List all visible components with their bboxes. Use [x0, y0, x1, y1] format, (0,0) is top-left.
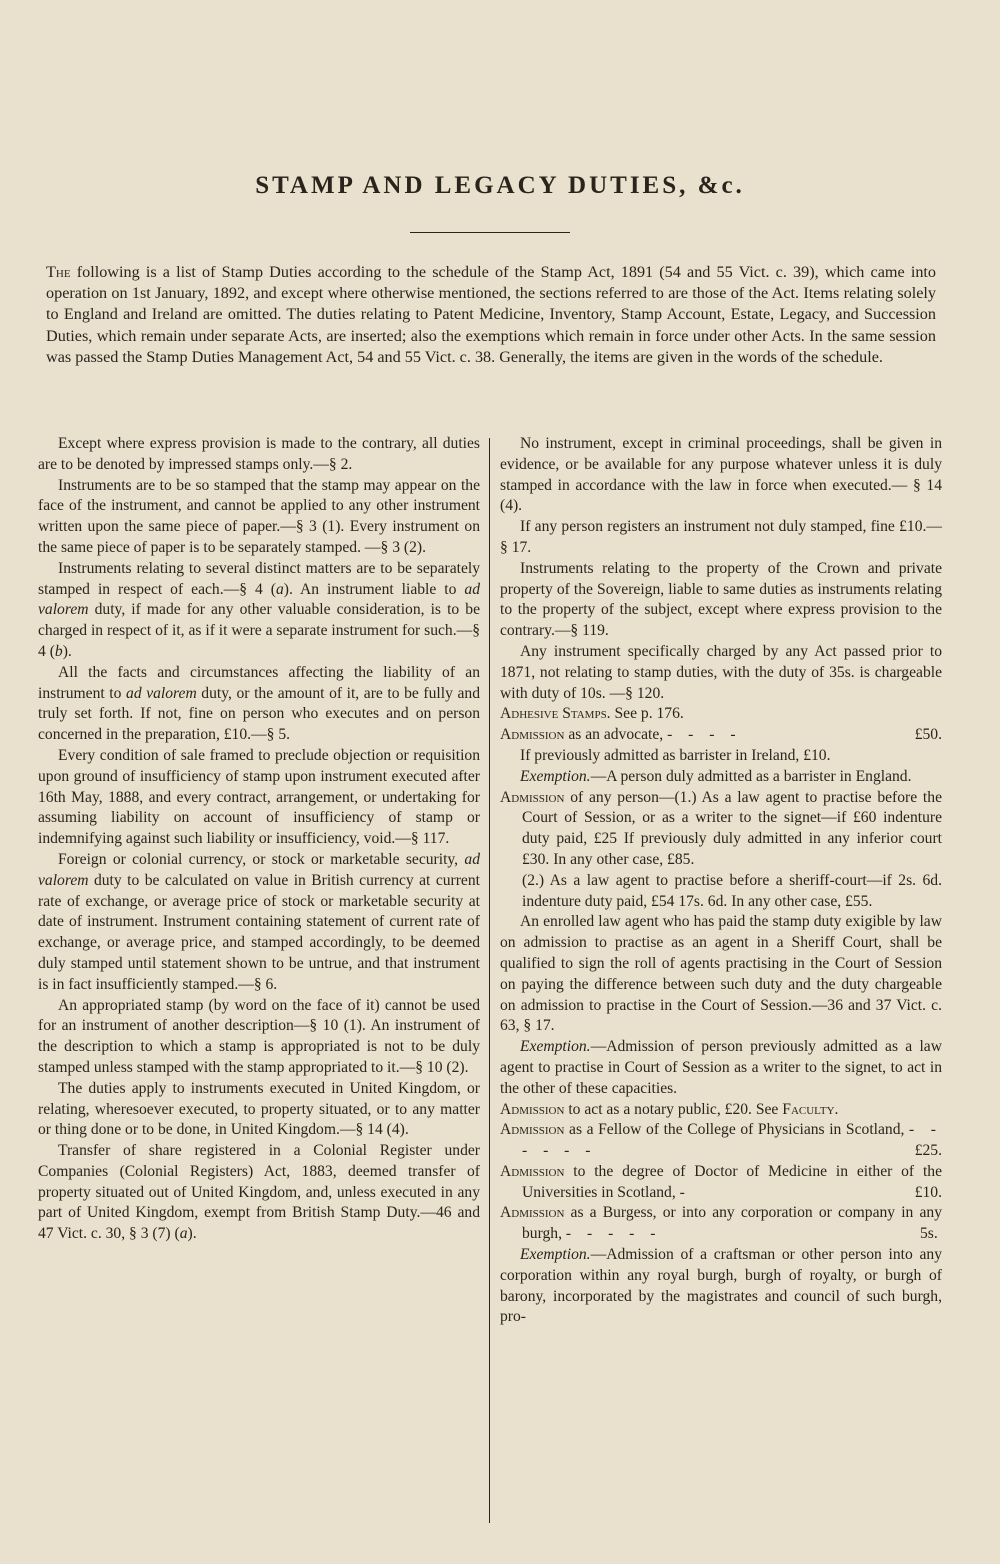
- paragraph: The duties apply to instruments executed in United Kingdom, or relating, wheresoever executed, to property situated, or to any matter or thing done or to be done, in United Kingdom.—§ 14 (4).: [38, 1079, 480, 1139]
- paragraph: Instruments relating to the property of the Crown and private property of the Sovereign, liable to same duties as instruments relating to the property of the subject, except where express provision to the contrary.—§ 119.: [500, 559, 942, 640]
- right-column: [500, 434, 942, 1328]
- left-column: [38, 434, 480, 1245]
- entry-admission-doctor: Admission to the degree of Doctor of Medicine in either of the Universities in Scotland, - £10.: [500, 1162, 942, 1204]
- paragraph: An appropriated stamp (by word on the face of it) cannot be used for an instrument of another description—§ 10 (1). An instrument of the description to which a stamp is appropriated is not to be duly stamped unless stamped with the stamp appropriated to it.—§ 10 (2).: [38, 996, 480, 1076]
- paragraph: Exemption.—A person duly admitted as a barrister in England.: [520, 767, 912, 785]
- paragraph: If any person registers an instrument not duly stamped, fine £10.—§ 17.: [500, 518, 942, 556]
- paragraph: Foreign or colonial currency, or stock or marketable security, ad valorem duty to be calculated on value in British currency at current rate of exchange, or average price of stock or marketable security at date of instrument. Instrument containing statement of current rate of exchange, or average price, and stamped accordingly, to be deemed duly stamped until statement shown to be untrue, and that instrument is in fact insufficiently stamped.—§ 6.: [38, 850, 480, 993]
- paragraph: Any instrument specifically charged by any Act passed prior to 1871, not relating to stamp duties, with the duty of 35s. is chargeable with duty of 10s. —§ 120.: [500, 642, 942, 702]
- paragraph: Instruments relating to several distinct matters are to be separately stamped in respect of each.—§ 4 (a). An instrument liable to ad valorem duty, if made for any other valuable consideration, is to be charged in respect of it, as if it were a separate instrument for such.—§ 4 (b).: [38, 559, 480, 660]
- page-title: STAMP AND LEGACY DUTIES, &c.: [255, 172, 745, 199]
- paragraph: (2.) As a law agent to practise before a sheriff-court—if 2s. 6d. indenture duty paid, £54 17s. 6d. In any other case, £55.: [522, 871, 942, 910]
- intro-text: following is a list of Stamp Duties according to the schedule of the Stamp Act, 1891 (54 and 55 Vict. c. 39), which came into operation on 1st January, 1892, and except where otherwise mentioned, the sections referred to are those of the Act. Items relating solely to England and Ireland are omitted. The duties relating to Patent Medicine, Inventory, Stamp Account, Estate, Legacy, and Succession Duties, which remain under separate Acts, are inserted; also the exemptions which remain in force under other Acts. In the same session was passed the Stamp Duties Management Act, 54 and 55 Vict. c. 38. Generally, the items are given in the words of the schedule.: [46, 263, 937, 366]
- paragraph: No instrument, except in criminal proceedings, shall be given in evidence, or be available for any purpose whatever unless it is duly stamped in accordance with the law in force when executed.— § 14 (4).: [500, 435, 942, 515]
- paragraph: If previously admitted as barrister in Ireland, £10.: [520, 746, 831, 764]
- paragraph: All the facts and circumstances affecting the liability of an instrument to ad valorem duty, or the amount of it, are to be fully and truly set forth. If not, fine on person who executes and on person concerned in the preparation, £10.—§ 5.: [38, 663, 480, 744]
- entry-admission-advocate: Admission as an advocate, - - - - £50.: [500, 725, 942, 746]
- paragraph: Every condition of sale framed to preclude objection or requisition upon ground of insufficiency of stamp upon instrument executed after 16th May, 1888, and every contract, arrangement, or undertaking for assuming liability on account of insufficiency of stamp or indemnifying against such liability or insufficiency, void.—§ 117.: [38, 746, 480, 848]
- entry-admission-notary: Admission to act as a notary public, £20. See Faculty.: [500, 1100, 839, 1118]
- paragraph: Exemption.—Admission of a craftsman or other person into any corporation within any royal burgh, burgh of royalty, or burgh of barony, incorporated by the magistrates and council of such burgh, pro-: [500, 1246, 942, 1326]
- amount: £10.: [914, 1183, 942, 1201]
- paragraph: Exemption.—Admission of person previously admitted as a law agent to practise in Court of Session as a writer to the signet, to act in the other of these capacities.: [500, 1038, 942, 1097]
- paragraph: Instruments are to be so stamped that the stamp may appear on the face of the instrument, and cannot be applied to any other instrument written upon the same piece of paper.—§ 3 (1). Every instrument on the same piece of paper is to be separately stamped. —§ 3 (2).: [38, 476, 480, 556]
- amount: £25.: [914, 1142, 942, 1160]
- intro-paragraph: [46, 262, 936, 368]
- entry-admission-physicians: Admission as a Fellow of the College of Physicians in Scotland, - - - - - - £25.: [500, 1120, 942, 1162]
- paragraph: Except where express provision is made to the contrary, all duties are to be denoted by impressed stamps only.—§ 2.: [38, 435, 480, 473]
- intro-lead: The: [46, 263, 71, 281]
- entry-adhesive-stamps: Adhesive Stamps. See p. 176.: [500, 705, 684, 723]
- title-rule: [410, 232, 570, 233]
- amount: £50.: [914, 726, 942, 744]
- entry-admission-law-agent: Admission of any person—(1.) As a law agent to practise before the Court of Session, or as a writer to the signet—if £60 indenture duty paid, £25 If previously duly admitted in any inferior court £30. In any other case, £85.: [500, 788, 942, 868]
- paragraph: Transfer of share registered in a Colonial Register under Companies (Colonial Registers) Act, 1883, deemed transfer of property situated out of United Kingdom, and, unless executed in any part of United Kingdom, exempt from British Stamp Duty.—46 and 47 Vict. c. 30, § 3 (7) (a).: [38, 1142, 480, 1243]
- entry-admission-burgess: Admission as a Burgess, or into any corporation or company in any burgh, - - - - - 5s.: [500, 1204, 942, 1243]
- column-divider: [489, 438, 490, 1523]
- paragraph: An enrolled law agent who has paid the stamp duty exigible by law on admission to practise as an agent in a Sheriff Court, shall be qualified to sign the roll of agents practising in the Court of Session on paying the difference between such duty and the duty chargeable on admission to practise in the Court of Session.—36 and 37 Vict. c. 63, § 17.: [500, 913, 942, 1035]
